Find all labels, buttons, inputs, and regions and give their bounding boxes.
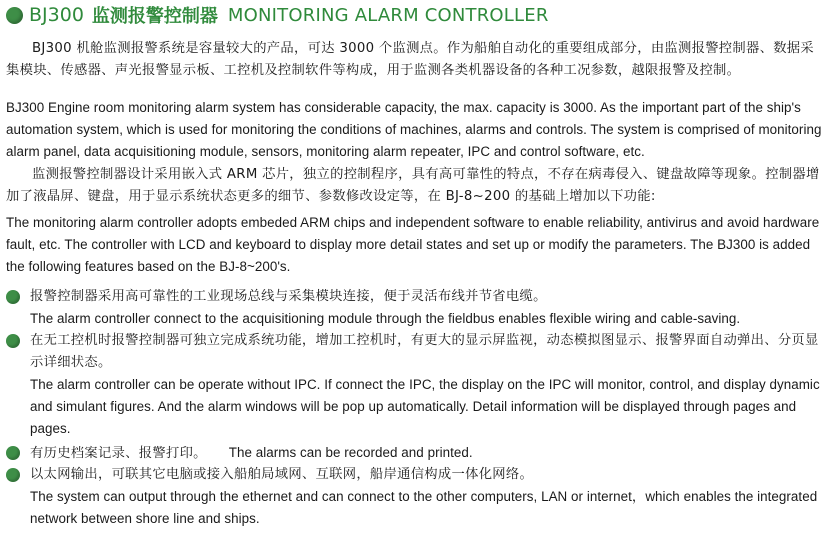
feature-item	[6, 330, 824, 374]
design-paragraph-english: The monitoring alarm controller adopts embeded ARM chips and independent software to enable reliability, antivirus and avoid hardware fault, etc. The controller with LCD and keyboard to display more detail states and set up or modify the parameters. The BJ300 is added the following features based on the BJ-8~200's.	[6, 215, 820, 274]
feature-item	[6, 286, 824, 308]
feature-text-english: The alarms can be recorded and printed.	[228, 445, 473, 460]
feature-text-chinese: 在无工控机时报警控制器可独立完成系统功能，增加工控机时，有更大的显示屏监视，动态模拟图显示、报警界面自动弹出、分页显示详细状态。	[30, 333, 819, 370]
feature-text-chinese: 以太网输出，可联其它电脑或接入船舶局域网、互联网，船岸通信构成一体化网络。	[30, 467, 534, 482]
feature-text-chinese: 报警控制器采用高可靠性的工业现场总线与采集模块连接，便于灵活布线并节省电缆。	[30, 289, 547, 304]
feature-text-english: The alarm controller connect to the acquisitioning module through the fieldbus enables flexible wiring and cable-saving.	[30, 311, 741, 326]
feature-text-english: The alarm controller can be operate without IPC. If connect the IPC, the display on the IPC will monitor, control, and display dynamic and simulant figures. And the alarm windows will be pop up automatically. Detail information will be displayed through pages and pages.	[30, 377, 820, 436]
title-english: MONITORING ALARM CONTROLLER	[227, 4, 549, 26]
bullet-dot-icon	[6, 468, 20, 482]
intro-paragraph-chinese: BJ300 机舱监测报警系统是容量较大的产品，可达 3000 个监测点。作为船舶自动化的重要组成部分，由监测报警控制器、数据采集模块、传感器、声光报警显示板、工控机及控制软件等构成，用于监测各类机器设备的各种工况参数，越限报警及控制。	[6, 41, 814, 78]
bullet-dot-icon	[6, 334, 20, 348]
bullet-dot-icon	[6, 290, 20, 304]
design-paragraph-chinese: 监测报警控制器设计采用嵌入式 ARM 芯片，独立的控制程序，具有高可靠性的特点，不存在病毒侵入、键盘故障等现象。控制器增加了液晶屏、键盘，用于显示系统状态更多的细节、参数修改设定等，在 BJ-8~200 的基础上增加以下功能:	[6, 167, 820, 204]
title-chinese: 监测报警控制器	[91, 6, 218, 27]
bullet-dot-icon	[6, 446, 20, 460]
feature-item	[6, 442, 824, 465]
intro-paragraph-english: BJ300 Engine room monitoring alarm system has considerable capacity, the max. capacity is 3000. As the important part of the ship's automation system, which is used for monitoring the conditions of machines, alarms and controls. The system is comprised of monitoring alarm panel, data acquisitioning module, sensors, monitoring alarm repeater, IPC and control software, etc.	[6, 100, 822, 159]
feature-text-english: The system can output through the ethernet and can connect to the other computers, LAN or internet，which enables the integrated network between shore line and ships.	[30, 489, 818, 526]
product-code: BJ300	[29, 4, 84, 26]
feature-text-chinese: 有历史档案记录、报警打印。	[30, 446, 207, 461]
feature-item	[6, 464, 824, 486]
page-title	[6, 2, 549, 28]
bullet-dot-icon	[6, 7, 23, 24]
